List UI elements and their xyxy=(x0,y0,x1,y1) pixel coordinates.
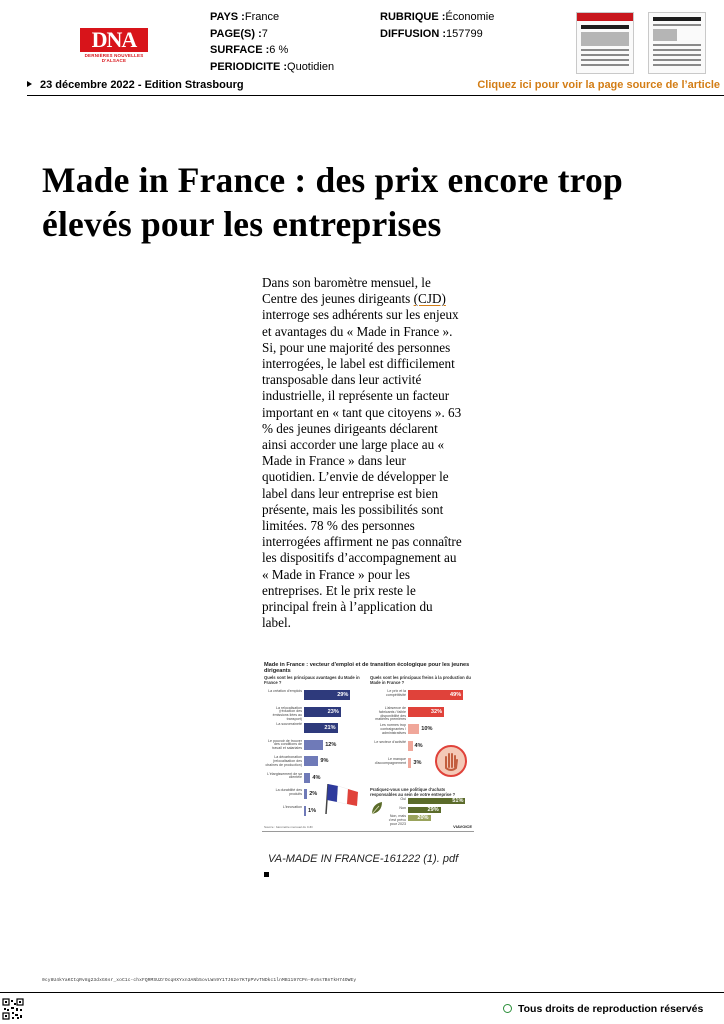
logo-subtitle: DERNIÈRES NOUVELLES D'ALSACE xyxy=(84,53,144,63)
chart-1-value-label: 2% xyxy=(309,791,318,797)
thumbnail-line xyxy=(653,54,701,56)
chart-1-category-label: L'élargissement de sa clientèle xyxy=(267,771,302,780)
thumbnail-line xyxy=(581,59,629,61)
chart-1-value-label: 12% xyxy=(325,741,337,748)
chart-1-bar xyxy=(304,740,323,750)
chart-1-category-label: La durabilité des produits xyxy=(275,788,302,796)
chart-3-category-label: Oui xyxy=(400,797,406,801)
chart-2-value-label: 4% xyxy=(414,743,423,749)
end-of-article-mark xyxy=(264,872,269,877)
chart-2-category-label: Le prix et la compétitivité xyxy=(386,689,406,697)
chart-1-category-label: La décarbonation (relocalisation des chaînes de production) xyxy=(265,755,302,767)
thumbnail-line xyxy=(653,24,701,26)
chart-3-value-label: 51% xyxy=(452,798,464,804)
header-divider xyxy=(27,95,724,96)
chart-1-value-label: 4% xyxy=(312,774,321,781)
chart-1-category-label: La relocalisation (réduction des émissions liées au transport) xyxy=(272,705,302,721)
logo-mark: DNA xyxy=(80,28,148,52)
chart-1-category-label: La souveraineté xyxy=(276,722,302,726)
thumbnail-line xyxy=(653,59,701,61)
hand-stop-icon xyxy=(434,744,468,778)
chart-2-category-label: Les normes trop contraignantes / administratives xyxy=(380,723,406,735)
thumbnail-headline xyxy=(581,25,629,29)
thumbnail-line xyxy=(581,54,629,56)
chart-1-category-label: La création d'emplois xyxy=(268,689,302,693)
chart-2-category-label: Le secteur d'activité xyxy=(374,740,406,744)
thumbnail-photo xyxy=(653,29,677,41)
infographic-brand: VIAVOICE xyxy=(453,824,472,829)
chart-1-value-label: 29% xyxy=(337,692,349,698)
dateline: 23 décembre 2022 - Edition Strasbourg xyxy=(27,79,244,91)
chart-2-value-label: 32% xyxy=(430,709,443,715)
article-body: Dans son baromètre mensuel, le Centre des jeunes dirigeants (CJD) interroge ses adhérents sur les enjeux et avantages du « Made in France ». Si, pour une majorité des personnes interrogées, le label est difficilement transposable dans leur activité industrielle, il représente un facteur important en « tant que citoyens ». 63 % des jeunes dirigeants déclarent ainsi accorder une large place au « Made in France » dans leur quotidien. L’envie de développer le label dans leur entreprise est bien présente, mais les possibilités sont limitées. 78 % des personnes interrogées affirment ne pas connaître les dispositifs d’accompagnement au « Made in France » pour les entreprises. Et le prix reste le principal frein à l’application du label. xyxy=(262,275,462,631)
meta-pages: PAGE(S) :7 xyxy=(210,27,268,40)
source-page-thumbnail-1[interactable] xyxy=(576,12,634,74)
thumbnail-headline xyxy=(653,17,701,21)
chart-2-value-label: 10% xyxy=(421,726,433,732)
footer-divider xyxy=(0,992,724,993)
document-hash: 0cy8U4kYaKCtqRv8g23dxG6sr_xoC1c-chxFQRMSUZrOcqHXYxn3ANb5ovLWn9Y1TJ62e7KTpPVvTNDkc1lnMB1197CPn-0v5s7BnTkH74OWEy xyxy=(42,978,357,983)
copyright-notice: Tous droits de reproduction réservés xyxy=(503,1003,703,1015)
chart-1-value-label: 23% xyxy=(327,708,339,715)
meta-pays: PAYS :France xyxy=(210,11,280,23)
thumbnail-line xyxy=(653,49,701,51)
chart-2-bar xyxy=(408,741,413,751)
qr-code-icon xyxy=(2,998,24,1020)
circle-icon xyxy=(503,1004,512,1013)
chart-2-bar xyxy=(408,758,411,768)
chart-1-category-label: Le pouvoir de trouver des conditions de travail et salariales xyxy=(268,738,302,751)
chart-1-question: Quels sont les principaux avantages du Made in France ? xyxy=(264,675,360,685)
chart-3-category-label: Non, mais c'est prévu pour 2023 xyxy=(388,814,406,826)
leaf-icon xyxy=(370,800,384,816)
chart-2-category-label: L'absence de fabricants / faible disponibilité des matières premières xyxy=(375,706,406,722)
chart-2-value-label: 3% xyxy=(413,760,422,766)
chart-3-value-label: 20% xyxy=(417,815,429,821)
pdf-attachment-caption[interactable]: VA-MADE IN FRANCE-161222 (1). pdf xyxy=(268,853,459,865)
chart-3-question: Pratiquez-vous une politique d'achats responsables au sein de votre entreprise ? xyxy=(370,787,456,797)
thumbnail-line xyxy=(653,64,701,66)
chart-1-bar xyxy=(304,773,310,783)
chart-2-value-label: 49% xyxy=(450,692,462,698)
thumbnail-line xyxy=(581,49,629,51)
chart-1-value-label: 21% xyxy=(324,725,336,731)
chart-1-bar xyxy=(304,789,307,799)
chart-2-question: Quels sont les principaux freins à la production du Made in France ? xyxy=(370,675,471,685)
infographic-source-note: Source : baromètre mensuel du CJD xyxy=(264,825,313,829)
dna-logo xyxy=(80,27,148,63)
source-page-thumbnail-2[interactable] xyxy=(648,12,706,74)
publication-meta-left xyxy=(210,9,334,75)
meta-surface: SURFACE :6 % xyxy=(210,44,289,56)
chart-2-bar xyxy=(408,724,419,734)
thumbnail-line xyxy=(653,44,701,46)
chart-1-bar xyxy=(304,756,318,766)
chart-1-category-label: L'innovation xyxy=(282,804,302,809)
chart-1-value-label: 1% xyxy=(308,807,317,814)
triangle-right-icon xyxy=(27,81,32,87)
cjd-highlight: (CJD) xyxy=(413,291,446,307)
french-flag-icon xyxy=(322,780,360,814)
chart-1-value-label: 9% xyxy=(320,758,329,764)
source-page-link[interactable]: Cliquez ici pour voir la page source de l’article xyxy=(477,79,720,91)
chart-2-category-label: Le manque d'accompagnement xyxy=(374,757,406,765)
meta-rubrique: RUBRIQUE :Économie xyxy=(380,11,495,23)
thumbnail-photo xyxy=(581,32,629,46)
chart-1-bar xyxy=(304,806,306,816)
article-headline: Made in France : des prix encore trop élevés pour les entreprises xyxy=(42,160,623,244)
chart-3-category-label: Non xyxy=(399,805,406,810)
chart-3-value-label: 29% xyxy=(427,806,439,813)
meta-periodicite: PERIODICITE :Quotidien xyxy=(210,60,335,73)
meta-diffusion: DIFFUSION :157799 xyxy=(380,27,483,40)
thumbnail-line xyxy=(581,64,629,66)
thumbnail-masthead xyxy=(577,13,633,21)
publication-meta-right xyxy=(380,9,494,42)
infographic xyxy=(262,660,474,832)
infographic-title: Made in France : vecteur d'emploi et de transition écologique pour les jeunes dirigeants xyxy=(264,662,470,675)
